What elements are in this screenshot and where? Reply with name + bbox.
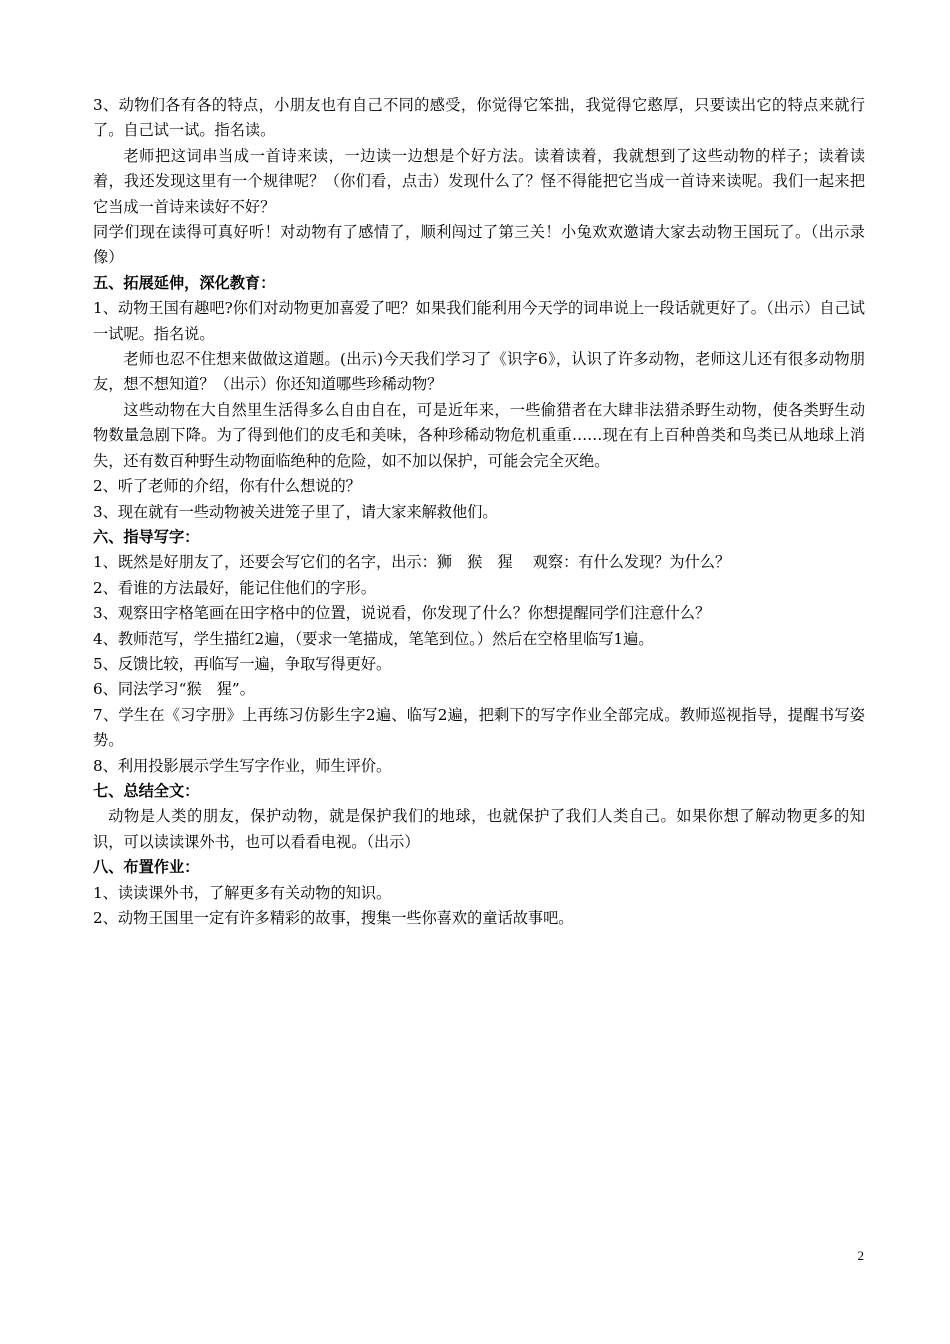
paragraph: 老师也忍不住想来做做这道题。(出示)今天我们学习了《识字6》，认识了许多动物，老师这儿还有很多动物朋友，想不想知道？（出示）你还知道哪些珍稀动物？ (93, 350, 865, 394)
paragraph: 3、动物们各有各的特点，小朋友也有自己不同的感受，你觉得它笨拙，我觉得它憨厚，只要读出它的特点来就行了。自己试一试。指名读。 (93, 96, 865, 140)
paragraph: 8、利用投影展示学生写字作业，师生评价。 (93, 756, 392, 775)
paragraph: 1、读读课外书，了解更多有关动物的知识。 (93, 883, 392, 902)
section-heading: 七、总结全文： (93, 781, 200, 800)
document-body (93, 93, 865, 931)
paragraph: 5、反馈比较，再临写一遍，争取写得更好。 (93, 654, 392, 673)
paragraph: 这些动物在大自然里生活得多么自由自在，可是近年来，一些偷猎者在大肆非法猎杀野生动物，使各类野生动物数量急剧下降。为了得到他们的皮毛和美味，各种珍稀动物危机重重……现在有上百种兽类和鸟类已从地球上消失，还有数百种野生动物面临绝种的危险，如不加以保护，可能会完全灭绝。 (93, 400, 865, 470)
page-number: 2 (857, 1248, 864, 1263)
section-heading: 六、指导写字： (93, 527, 200, 546)
paragraph: 7、学生在《习字册》上再练习仿影生字2遍、临写2遍，把剩下的写字作业全部完成。教师巡视指导，提醒书写姿势。 (93, 705, 865, 750)
paragraph: 2、听了老师的介绍，你有什么想说的？ (93, 477, 361, 496)
paragraph: 6、同法学习“猴 猩”。 (93, 680, 255, 699)
paragraph: 动物是人类的朋友，保护动物，就是保护我们的地球，也就保护了我们人类自己。如果你想了解动物更多的知识，可以读读课外书，也可以看看电视。（出示） (93, 807, 865, 851)
paragraph: 3、现在就有一些动物被关进笼子里了，请大家来解救他们。 (93, 502, 498, 521)
paragraph: 3、观察田字格笔画在田字格中的位置，说说看，你发现了什么？你想提醒同学们注意什么？ (93, 604, 711, 623)
paragraph: 2、动物王国里一定有许多精彩的故事，搜集一些你喜欢的童话故事吧。 (93, 909, 574, 927)
paragraph: 1、动物王国有趣吧?你们对动物更加喜爱了吧？如果我们能利用今天学的词串说上一段话就更好了。（出示）自己试一试呢。指名说。 (93, 299, 865, 343)
section-heading: 八、布置作业： (93, 858, 200, 877)
paragraph: 1、既然是好朋友了，还要会写它们的名字，出示：狮 猴 猩 观察：有什么发现？为什么？ (93, 553, 731, 572)
paragraph: 2、看谁的方法最好，能记住他们的字形。 (93, 578, 377, 597)
paragraph: 4、教师范写，学生描红2遍，（要求一笔描成，笔笔到位。）然后在空格里临写1遍。 (93, 629, 654, 648)
paragraph: 老师把这词串当成一首诗来读，一边读一边想是个好方法。读着读着，我就想到了这些动物的样子；读着读着，我还发现这里有一个规律呢？（你们看，点击）发现什么了？怪不得能把它当成一首诗来读呢。我们一起来把它当成一首诗来读好不好？ (93, 146, 865, 216)
section-heading: 五、拓展延伸，深化教育： (93, 273, 276, 292)
paragraph: 同学们现在读得可真好听！对动物有了感情了，顺利闯过了第三关！小兔欢欢邀请大家去动物王国玩了。（出示录像） (93, 223, 865, 267)
